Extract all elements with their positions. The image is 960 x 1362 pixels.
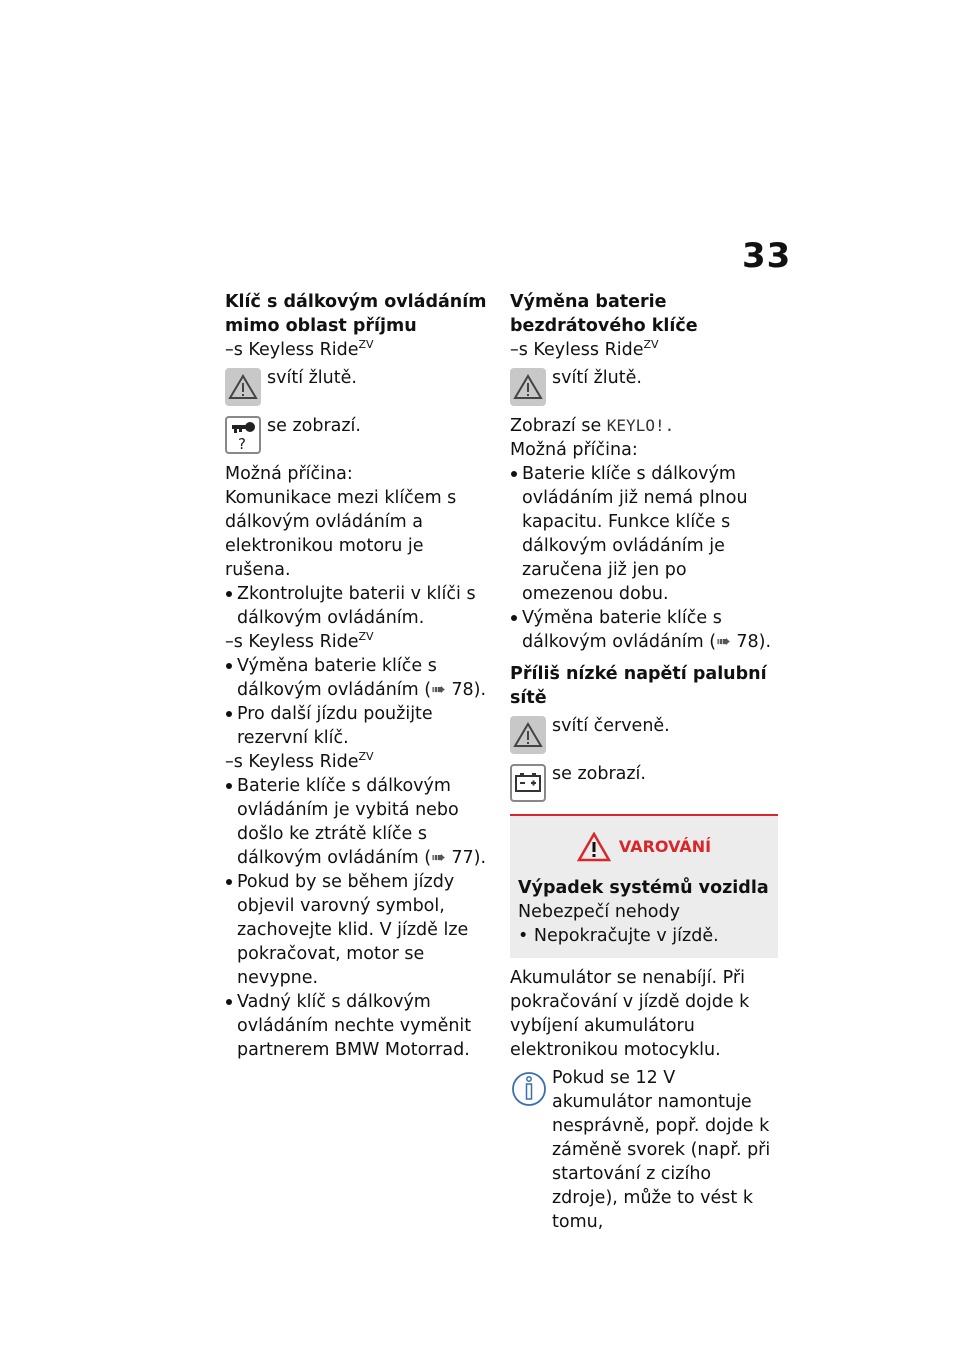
body-paragraph: Akumulátor se nenabíjí. Při pokračování v jízdě dojde k vybíjení akumulátoru elektronikou motocyklu.	[510, 968, 750, 1060]
indicator-row	[225, 366, 493, 406]
variant-label: –s Keyless Ride$^{ZV}$	[225, 630, 374, 652]
warning-label: VAROVÁNÍ	[618, 837, 712, 856]
indicator-text: se zobrazí.	[552, 764, 646, 784]
page-ref-arrow-icon: ➠	[431, 680, 446, 700]
warning-triangle-icon	[510, 716, 546, 754]
indicator-row	[225, 414, 493, 454]
list-item: Pro další jízdu použijte rezervní klíč.	[225, 702, 493, 750]
display-message: Zobrazí se KEYLO!.	[510, 416, 675, 436]
warning-title: Výpadek systémů vozidla	[518, 878, 769, 898]
warning-icon	[577, 832, 611, 862]
cause-label: Možná příčina:	[510, 440, 638, 460]
indicator-text: se zobrazí.	[267, 416, 361, 436]
cause-text: Komunikace mezi klíčem s dálkovým ovládáním a elektronikou motoru je rušena.	[225, 488, 457, 580]
page-ref-link[interactable]: 78).	[736, 632, 772, 652]
page-ref-link[interactable]: 78).	[451, 680, 487, 700]
indicator-row	[510, 714, 778, 754]
page-number: 33	[742, 236, 792, 276]
indicator-row	[510, 762, 778, 802]
battery-icon	[510, 764, 546, 802]
info-icon	[510, 1066, 548, 1112]
variant-label: –s Keyless Ride$^{ZV}$	[510, 338, 659, 360]
warning-header	[518, 832, 770, 862]
cause-label: Možná příčina:	[225, 464, 353, 484]
list-item: Vadný klíč s dálkovým ovládáním nechte vyměnit partnerem BMW Motorrad.	[225, 990, 493, 1062]
warning-hazard: Nebezpečí nehody	[518, 902, 680, 922]
list-item: Výměna baterie klíče s dálkovým ovládáním (➠ 78).	[510, 606, 778, 654]
section-heading: Příliš nízké napětí palubní sítě	[510, 664, 767, 708]
list-item: Baterie klíče s dálkovým ovládáním je vybitá nebo došlo ke ztrátě klíče s dálkovým ovládáním (➠ 77).	[225, 774, 493, 870]
info-note	[510, 1066, 778, 1234]
list-item: Baterie klíče s dálkovým ovládáním již nemá plnou kapacitu. Funkce klíče s dálkovým ovládáním je zaručena již jen po omezenou dobu.	[510, 462, 778, 606]
right-column	[510, 290, 778, 1234]
key-question-icon	[225, 416, 261, 454]
warning-action: • Nepokračujte v jízdě.	[518, 926, 719, 946]
page-ref-link[interactable]: 77).	[451, 848, 487, 868]
indicator-row	[510, 366, 778, 406]
list-item: Zkontrolujte baterii v klíči s dálkovým ovládáním.	[225, 582, 493, 630]
warning-box	[510, 814, 778, 958]
warning-triangle-icon	[225, 368, 261, 406]
info-text: Pokud se 12 V akumulátor namontuje nesprávně, popř. dojde k záměně svorek (např. při startování z cizího zdroje), může to vést k tomu,	[552, 1068, 771, 1232]
section-heading: Klíč s dálkovým ovládáním mimo oblast příjmu	[225, 292, 487, 336]
left-column	[225, 290, 493, 1062]
page-ref-arrow-icon: ➠	[716, 632, 731, 652]
warning-triangle-icon	[510, 368, 546, 406]
list-item: Pokud by se během jízdy objevil varovný symbol, zachovejte klid. V jízdě lze pokračovat, motor se nevypne.	[225, 870, 493, 990]
indicator-text: svítí žlutě.	[267, 368, 357, 388]
indicator-text: svítí červeně.	[552, 716, 670, 736]
variant-label: –s Keyless Ride$^{ZV}$	[225, 750, 374, 772]
svg-text:?: ?	[238, 435, 246, 451]
list-item: Výměna baterie klíče s dálkovým ovládáním (➠ 78).	[225, 654, 493, 702]
section-heading: Výměna baterie bezdrátového klíče	[510, 292, 698, 336]
page-ref-arrow-icon: ➠	[431, 848, 446, 868]
indicator-text: svítí žlutě.	[552, 368, 642, 388]
variant-label: –s Keyless Ride$^{ZV}$	[225, 338, 374, 360]
